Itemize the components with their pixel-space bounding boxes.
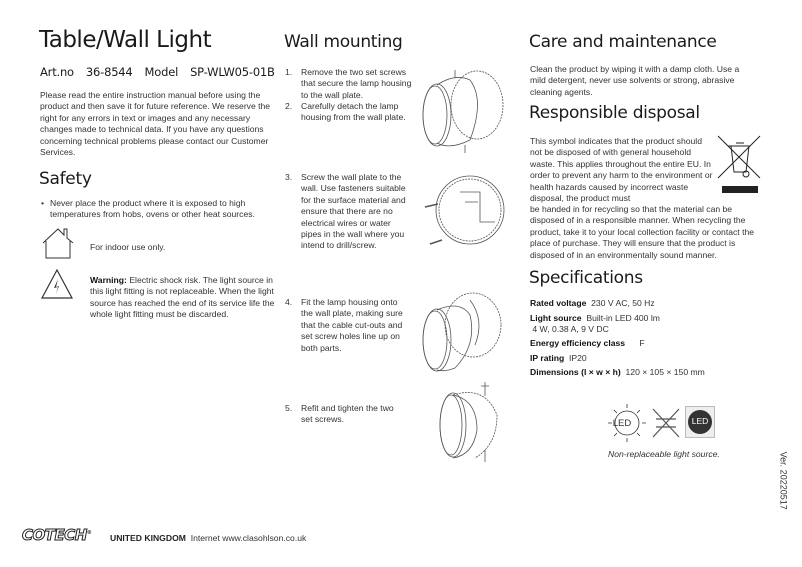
page-title: Table/Wall Light (39, 27, 212, 53)
model: SP-WLW05-01B (190, 65, 275, 79)
step-1: 1. Remove the two set screws that secure the lamp housing to the wall plate. (285, 67, 412, 100)
safety-bullet (40, 198, 275, 221)
footer-internet: Internet www.clasohlson.co.uk (190, 533, 307, 543)
care-text: Clean the product by wiping it with a damp cloth. Use a mild detergent, never use solvents or strong, abrasive cleaning agents. (530, 64, 740, 97)
spec-light-source: Light source Built-in LED 400 lm 4 W, 0.38 A, 9 V DC (530, 313, 660, 335)
version-label: Ver. 20220517 (778, 451, 789, 510)
weee-bin-icon (716, 134, 762, 196)
step-3: 3. Screw the wall plate to the wall. Use fasteners suitable for the surface material and ensure that there are no electrical wires or water pipes in the wall where you intend to drill/screw. (285, 172, 406, 251)
house-icon (40, 227, 76, 260)
intro-text: Please read the entire instruction manual before using the product and then save it for future reference. We reserve the right for any errors in text or images and any necessary changes made to technical data. If you have any questions concerning technical problems please contact our Customer Services. (40, 90, 271, 158)
wall-plate-illustration (420, 172, 510, 252)
footer-country: UNITED KINGDOM (110, 533, 186, 543)
no-replaceable-bulb-icon (651, 407, 681, 439)
bullet-dot: • (41, 198, 45, 208)
lamp-screw-illustration (435, 380, 505, 465)
bullet-text: Never place the product where it is exposed to high temperatures from hobs, ovens or other heat sources. (50, 198, 255, 220)
specifications-heading: Specifications (529, 268, 643, 288)
article-line (40, 67, 287, 78)
indoor-text: For indoor use only. (90, 242, 166, 252)
led-dark-label: LED (688, 410, 712, 434)
spec-dimensions: Dimensions (l × w × h) 120 × 105 × 150 mm (530, 367, 705, 377)
step-4: 4. Fit the lamp housing onto the wall plate, making sure that the cable cut-outs and set screw holes line up on both parts. (285, 297, 403, 353)
wall-mounting-heading: Wall mounting (284, 32, 403, 52)
art-label: Art.no (40, 65, 74, 79)
disposal-text-bottom: be handed in for recycling so that the material can be disposed of in a responsible manner. When recycling the product, take it to your local collection facility or contact the place of purchase. They will ensure that the product is disposed of in an environmentally sound manner. (530, 204, 755, 260)
safety-heading: Safety (39, 169, 92, 189)
step-2: 2. Carefully detach the lamp housing from the wall plate. (285, 101, 406, 123)
spec-ip-rating: IP rating IP20 (530, 353, 587, 363)
footer-text (110, 533, 306, 544)
model-label: Model (144, 65, 179, 79)
disposal-heading: Responsible disposal (529, 103, 700, 123)
warning-text (90, 275, 275, 321)
warning-body: Electric shock risk. The light source in this light fitting is not replaceable. When the light source has reached the end of its service life the whole light fitting must be discarded. (90, 275, 275, 320)
cotech-logo: COTECH® (22, 526, 92, 544)
spec-rated-voltage: Rated voltage 230 V AC, 50 Hz (530, 298, 655, 308)
electric-warning-icon (40, 268, 74, 300)
lamp-detach-illustration (415, 65, 510, 155)
care-heading: Care and maintenance (529, 32, 717, 52)
disposal-text-top: This symbol indicates that the product should not be disposed of with general household waste. This applies throughout the entire EU. In order to prevent any harm to the environment or health hazards caused by incorrect waste disposal, the product must (530, 136, 713, 204)
step-5: 5. Refit and tighten the two set screws. (285, 403, 394, 425)
lamp-fit-illustration (415, 290, 505, 375)
warning-label: Warning: (90, 275, 127, 285)
led-label: LED (612, 418, 632, 429)
spec-energy-class: Energy efficiency class F (530, 338, 645, 348)
led-dark-icon (685, 406, 715, 438)
art-no: 36-8544 (85, 65, 133, 79)
led-caption: Non-replaceable light source. (608, 449, 720, 459)
